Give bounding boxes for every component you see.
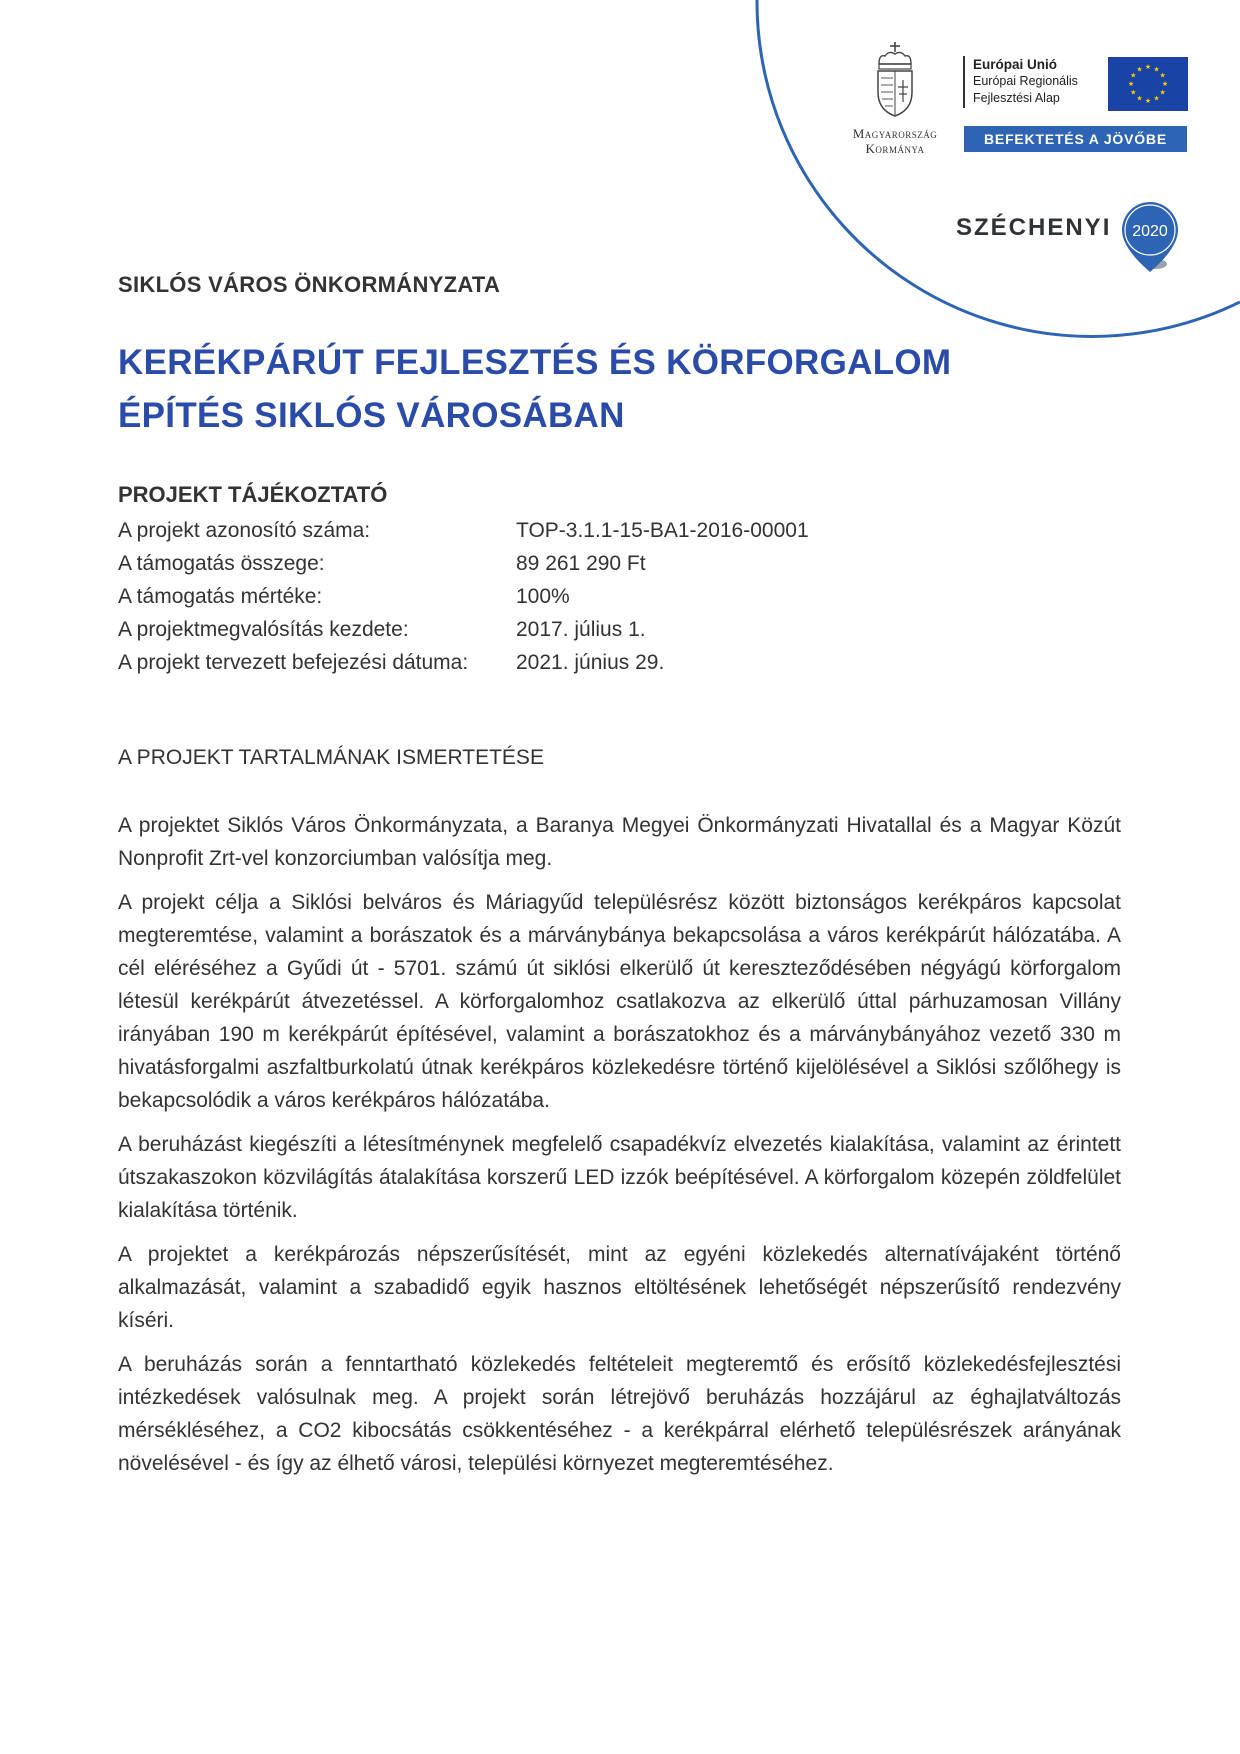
info-row-id — [118, 514, 809, 547]
paragraph: A beruházást kiegészíti a létesítménynek megfelelő csapadékvíz elvezetés kialakítása, valamint az érintett útszakaszokon közvilágítás átalakítása korszerű LED izzók beépítésével. A körforgalom közepén zöldfelület kialakítása történik. — [118, 1133, 1121, 1222]
eu-logo-divider — [963, 56, 965, 108]
eu-logo-line2: Európai Regionális — [973, 74, 1078, 88]
government-logo-line2: Kormánya — [865, 141, 925, 156]
eu-logo-line1: Európai Unió — [973, 57, 1057, 72]
paragraph: A projekt célja a Siklósi belváros és Máriagyűd településrész között biztonságos kerékpáros kapcsolat megteremtése, valamint a borászatok és a márványbánya bekapcsolása a város kerékpárút hálózatába. A cél eléréséhez a Gyűdi út - 5701. számú út siklósi elkerülő út kereszteződésében négyágú körforgalom létesül kerékpárút átvezetéssel. A körforgalomhoz csatlakozva az elkerülő úttal párhuzamosan Villány irányában 190 m kerékpárút építésével, valamint a borászatokhoz és a márványbányához vezető 330 m hivatásforgalmi aszfaltburkolatú útnak kerékpáros közlekedésre történő kijelölésével a Siklósi szőlőhegy is bekapcsolódik a város kerékpáros hálózatába. — [118, 891, 1121, 1112]
eu-logo-line3: Fejlesztési Alap — [973, 91, 1060, 105]
government-logo-line1: Magyarország — [852, 126, 938, 141]
coat-of-arms-icon — [873, 42, 917, 118]
svg-text:★: ★ — [1153, 94, 1160, 103]
info-value: TOP-3.1.1-15-BA1-2016-00001 — [516, 519, 809, 542]
svg-text:★: ★ — [1136, 65, 1143, 74]
document-title-line1: KERÉKPÁRÚT FEJLESZTÉS ÉS KÖRFORGALOM — [118, 343, 952, 382]
hungarian-government-logo — [832, 42, 958, 156]
svg-text:★: ★ — [1153, 65, 1160, 74]
info-row-rate — [118, 580, 809, 613]
info-value: 2021. június 29. — [516, 651, 665, 674]
organization-name: SIKLÓS VÁROS ÖNKORMÁNYZATA — [118, 272, 501, 297]
document-title-line2: ÉPÍTÉS SIKLÓS VÁROSÁBAN — [118, 396, 625, 435]
eu-logo-text — [973, 56, 1078, 107]
paragraph: A projektet Siklós Város Önkormányzata, a Baranya Megyei Önkormányzati Hivatallal és a Magyar Közút Nonprofit Zrt-vel konzorciumban valósítja meg. — [118, 814, 1121, 870]
government-logo-text — [832, 126, 958, 156]
szechenyi-logo-year: 2020 — [1132, 223, 1168, 240]
svg-text:★: ★ — [1127, 80, 1135, 88]
svg-text:★: ★ — [1130, 88, 1137, 97]
info-value: 2017. július 1. — [516, 618, 646, 641]
project-description — [118, 809, 1121, 1491]
info-row-end — [118, 646, 809, 679]
info-label: A támogatás összege: — [118, 552, 325, 575]
project-content-heading: A PROJEKT TARTALMÁNAK ISMERTETÉSE — [118, 746, 544, 769]
info-label: A projekt tervezett befejezési dátuma: — [118, 651, 469, 674]
paragraph: A beruházás során a fenntartható közlekedés feltételeit megteremtő és erősítő közlekedésfejlesztési intézkedések valósulnak meg. A projekt során létrejövő beruházás hozzájárul az éghajlatváltozás mérsékléséhez, a CO2 kibocsátás csökkentéséhez - a kerékpárral elérhető településrészek arányának növelésével - és így az élhető városi, települési környezet megteremtéséhez. — [118, 1353, 1121, 1475]
project-info-heading: PROJEKT TÁJÉKOZTATÓ — [118, 482, 388, 507]
eu-flag-icon — [1108, 57, 1188, 111]
svg-text:★: ★ — [1136, 94, 1143, 103]
location-pin-icon — [1120, 200, 1180, 276]
info-row-amount — [118, 547, 809, 580]
info-value: 89 261 290 Ft — [516, 552, 646, 575]
svg-text:★: ★ — [1144, 63, 1152, 71]
info-label: A projekt azonosító száma: — [118, 519, 371, 542]
svg-text:★: ★ — [1159, 88, 1166, 97]
project-info-list — [118, 514, 809, 679]
eu-slogan-banner: BEFEKTETÉS A JÖVŐBE — [964, 126, 1187, 152]
svg-text:★: ★ — [1130, 71, 1137, 80]
info-row-start — [118, 613, 809, 646]
paragraph: A projektet a kerékpározás népszerűsítését, mint az egyéni közlekedés alternatívájaként történő alkalmazását, valamint a szabadidő egyik hasznos eltöltésének lehetőségét népszerűsítő rendezvény kíséri. — [118, 1243, 1121, 1332]
svg-text:★: ★ — [1161, 80, 1169, 88]
info-label: A támogatás mértéke: — [118, 585, 323, 608]
szechenyi-logo-text: SZÉCHENYI — [956, 214, 1112, 241]
info-value: 100% — [516, 585, 570, 608]
svg-text:★: ★ — [1144, 97, 1152, 105]
info-label: A projektmegvalósítás kezdete: — [118, 618, 409, 641]
document-title — [118, 336, 1118, 442]
svg-text:★: ★ — [1159, 71, 1166, 80]
